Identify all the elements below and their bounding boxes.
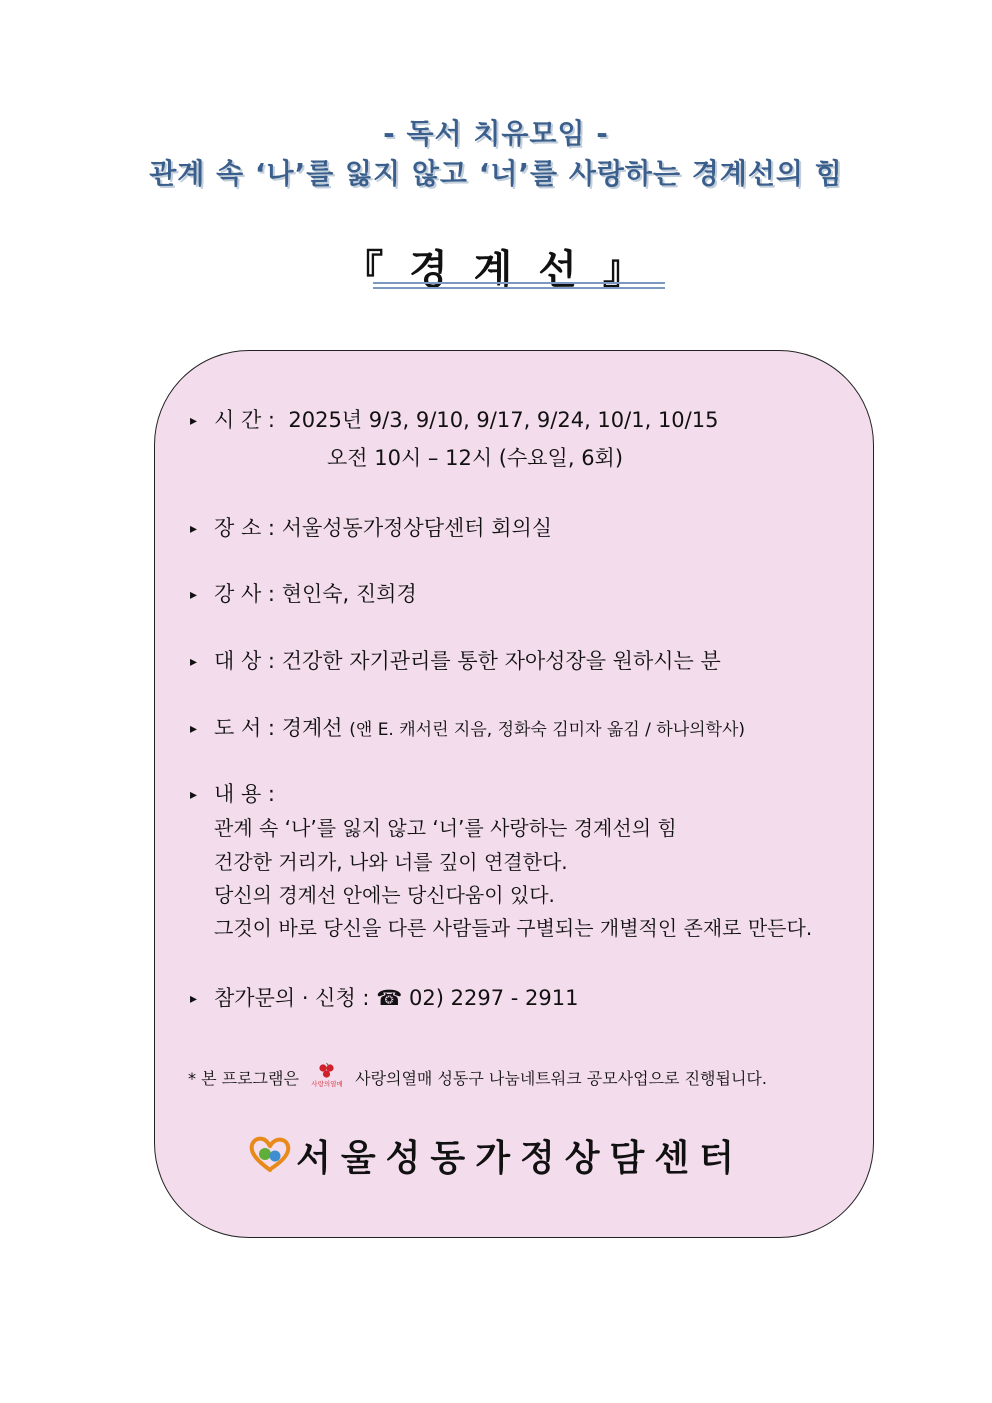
bullet-icon: ▸: [190, 587, 198, 603]
bullet-icon: ▸: [190, 787, 198, 803]
center-name: 서울성동가정상담센터: [296, 1138, 744, 1179]
bullet-icon: ▸: [190, 654, 198, 670]
contact-row: [190, 982, 578, 1012]
content-label: 내 용 :: [214, 782, 275, 806]
note-suffix: 사랑의열매 성동구 나눔네트워크 공모사업으로 진행됩니다.: [355, 1069, 767, 1088]
place-row: [190, 512, 552, 542]
instructor-row: [190, 578, 417, 608]
book-row: [190, 712, 745, 742]
bullet-icon: ▸: [190, 521, 198, 537]
instructor-label: 강 사 :: [214, 582, 275, 606]
book-title: 경계선: [281, 716, 343, 740]
phone-icon: ☎: [376, 986, 403, 1010]
time-row: [190, 404, 718, 434]
content-line: 그것이 바로 당신을 다른 사람들과 구별되는 개별적인 존재로 만든다.: [214, 916, 813, 940]
subtitle-line2: 관계 속 ‘나’를 잃지 않고 ‘너’를 사랑하는 경계선의 힘: [149, 157, 843, 190]
document-title: 『 경 계 선 』: [343, 247, 649, 293]
place-value: 서울성동가정상담센터 회의실: [281, 516, 553, 540]
title-underline: [373, 282, 665, 289]
bullet-icon: ▸: [190, 991, 198, 1007]
content-line: 건강한 거리가, 나와 너를 깊이 연결한다.: [214, 850, 568, 874]
instructor-value: 현인숙, 진희경: [281, 582, 417, 606]
contact-label: 참가문의 · 신청 :: [214, 986, 370, 1010]
sponsor-logo-text: 사랑의열매: [311, 1080, 343, 1088]
sponsor-logo-icon: [308, 1062, 346, 1092]
target-label: 대 상 :: [214, 649, 275, 673]
time-value-line2: 오전 10시 – 12시 (수요일, 6회): [327, 446, 624, 470]
subtitle-line1: - 독서 치유모임 -: [383, 117, 609, 150]
center-brand: [0, 1130, 992, 1181]
program-note: [188, 1062, 767, 1092]
book-detail: (앤 E. 캐서린 지음, 정화숙 김미자 옮김 / 하나의학사): [349, 720, 746, 740]
note-prefix: * 본 프로그램은: [188, 1069, 299, 1088]
target-value: 건강한 자기관리를 통한 자아성장을 원하시는 분: [281, 649, 721, 673]
content-line: 관계 속 ‘나’를 잃지 않고 ‘너’를 사랑하는 경계선의 힘: [214, 816, 677, 840]
center-logo-icon: [248, 1134, 292, 1174]
book-label: 도 서 :: [214, 716, 275, 740]
content-row: [190, 778, 275, 808]
bullet-icon: ▸: [190, 721, 198, 737]
bullet-icon: ▸: [190, 413, 198, 429]
time-label: 시 간 :: [214, 408, 275, 432]
target-row: [190, 645, 721, 675]
place-label: 장 소 :: [214, 516, 275, 540]
time-value-line1: 2025년 9/3, 9/10, 9/17, 9/24, 10/1, 10/15: [288, 408, 719, 432]
contact-phone: 02) 2297 - 2911: [409, 986, 579, 1010]
content-line: 당신의 경계선 안에는 당신다움이 있다.: [214, 883, 555, 907]
